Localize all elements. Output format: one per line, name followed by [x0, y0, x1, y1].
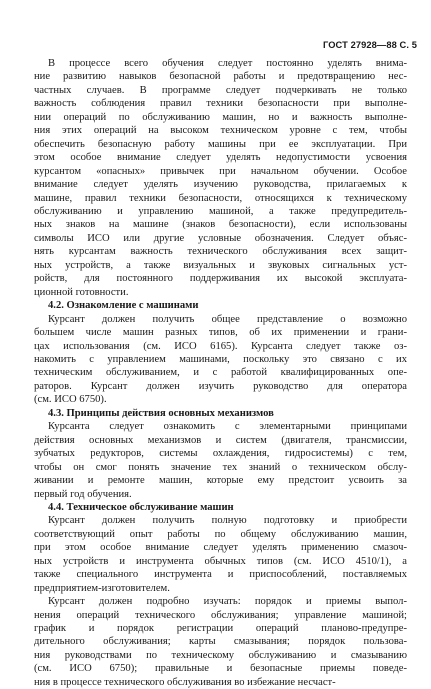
text-line: частных случаев. В программе следует подчеркивать не только	[34, 84, 407, 96]
text-line: ния в процессе технического обслуживания во избежание несчаст-	[34, 676, 336, 688]
text-line: Курсанта следует ознакомить с элементарными принципами	[48, 421, 407, 433]
text-line: обслуживанию и управлению машиной, а также предупредитель-	[34, 205, 407, 217]
text-line: ния руководствами по техническому обслуживанию и смазыванию	[34, 649, 407, 661]
paragraph	[34, 514, 407, 595]
text-line: обеспечить безопасную работу машины при ее эксплуатации. При	[34, 138, 407, 150]
section-heading: 4.3. Принципы действия основных механизмов	[48, 407, 274, 419]
text-line: Курсант должен получить общее представление о возможно	[48, 313, 407, 325]
text-line: этом особое внимание следует уделять недопустимости усвоения	[34, 152, 407, 164]
text-line: Курсант должен подробно изучать: порядок и приемы выпол-	[48, 596, 407, 608]
document-body	[34, 57, 407, 689]
paragraph	[34, 313, 407, 407]
text-line: машине, правил техники безопасности, относящихся к техническому	[34, 192, 407, 204]
text-line: предприятием-изготовителем.	[34, 582, 170, 594]
text-line: важность соблюдения правил техники безопасности при выполне-	[34, 98, 407, 110]
page-header: ГОСТ 27928—88 С. 5	[322, 40, 417, 50]
section-heading: 4.4. Техническое обслуживание машин	[48, 501, 234, 513]
text-line: график и порядок регистрации операций планово-предупре-	[34, 623, 407, 635]
text-line: символы ИСО или другие условные обозначения. Следует объяс-	[34, 232, 407, 244]
text-line: действия основных механизмов и систем (двигателя, трансмиссии,	[34, 434, 407, 446]
text-line: (см. ИСО 6750); правильные и безопасные приемы поведе-	[34, 663, 407, 675]
text-line: техническим обслуживанием, и с работой квалифицированных опе-	[34, 367, 407, 379]
text-line: большем числе машин разных типов, об их применении и грани-	[34, 327, 407, 339]
text-line: при этом особое внимание следует уделять применению смазоч-	[34, 542, 407, 554]
text-line: накомить с управлением машинами, поскольку это связано с их	[34, 353, 407, 365]
text-line: дительного обслуживания; карты смазывания; порядок пользова-	[34, 636, 407, 648]
text-line: ных устройств, а также визуальных и звуковых сигнальных уст-	[34, 259, 407, 271]
text-line: раторов. Курсант должен изучить руководство для оператора	[34, 380, 407, 392]
text-line: чтобы он смог понять значение тех знаний о техническом обслу-	[34, 461, 407, 473]
text-line: ных знаков на машине (знаков безопасности), если использованы	[34, 219, 407, 231]
text-line: первый год обучения.	[34, 488, 132, 500]
text-line: ных устройств и инструмента обычных типов (см. ИСО 4510/1), а	[34, 555, 407, 567]
text-line: также специального инструмента и приспособлений, поставляемых	[34, 569, 407, 581]
text-line: живании и ремонте машин, которые ему предстоит усвоить за	[34, 475, 407, 487]
paragraph	[34, 595, 407, 689]
text-line: цах использования (см. ИСО 6165). Курсанта следует также оз-	[34, 340, 407, 352]
paragraph	[34, 57, 407, 299]
text-line: нии операций по обслуживанию машин, но и важность выполне-	[34, 111, 407, 123]
text-line: соответствующий опыт работы по общему обслуживанию машин,	[34, 528, 407, 540]
text-line: ния этих операций на высоком техническом уровне с тем, чтобы	[34, 125, 407, 137]
section-heading: 4.2. Ознакомление с машинами	[48, 300, 199, 312]
text-line: зубчатых редукторов, системы охлаждения, гидросистемы) с тем,	[34, 448, 407, 460]
text-line: нения операций технического обслуживания; управление машиной;	[34, 609, 407, 621]
text-line: ройств, для постоянного поддерживания их высокой эксплуата-	[34, 273, 407, 285]
text-line: внимание следует уделять изучению руководства, прилагаемых к	[34, 179, 407, 191]
text-line: Курсант должен получить полную подготовку и приобрести	[48, 515, 407, 527]
text-line: курсантом «опасных» привычек при начальном обучении. Особое	[34, 165, 407, 177]
text-line: ние развитию навыков безопасной работы и предотвращению нес-	[34, 71, 407, 83]
text-line: ционной готовности.	[34, 286, 129, 298]
text-line: нять курсантам важность технического обслуживания всех защит-	[34, 246, 407, 258]
text-line: В процессе всего обучения следует постоянно уделять внима-	[48, 58, 407, 69]
paragraph	[34, 420, 407, 501]
text-line: (см. ИСО 6750).	[34, 394, 107, 406]
